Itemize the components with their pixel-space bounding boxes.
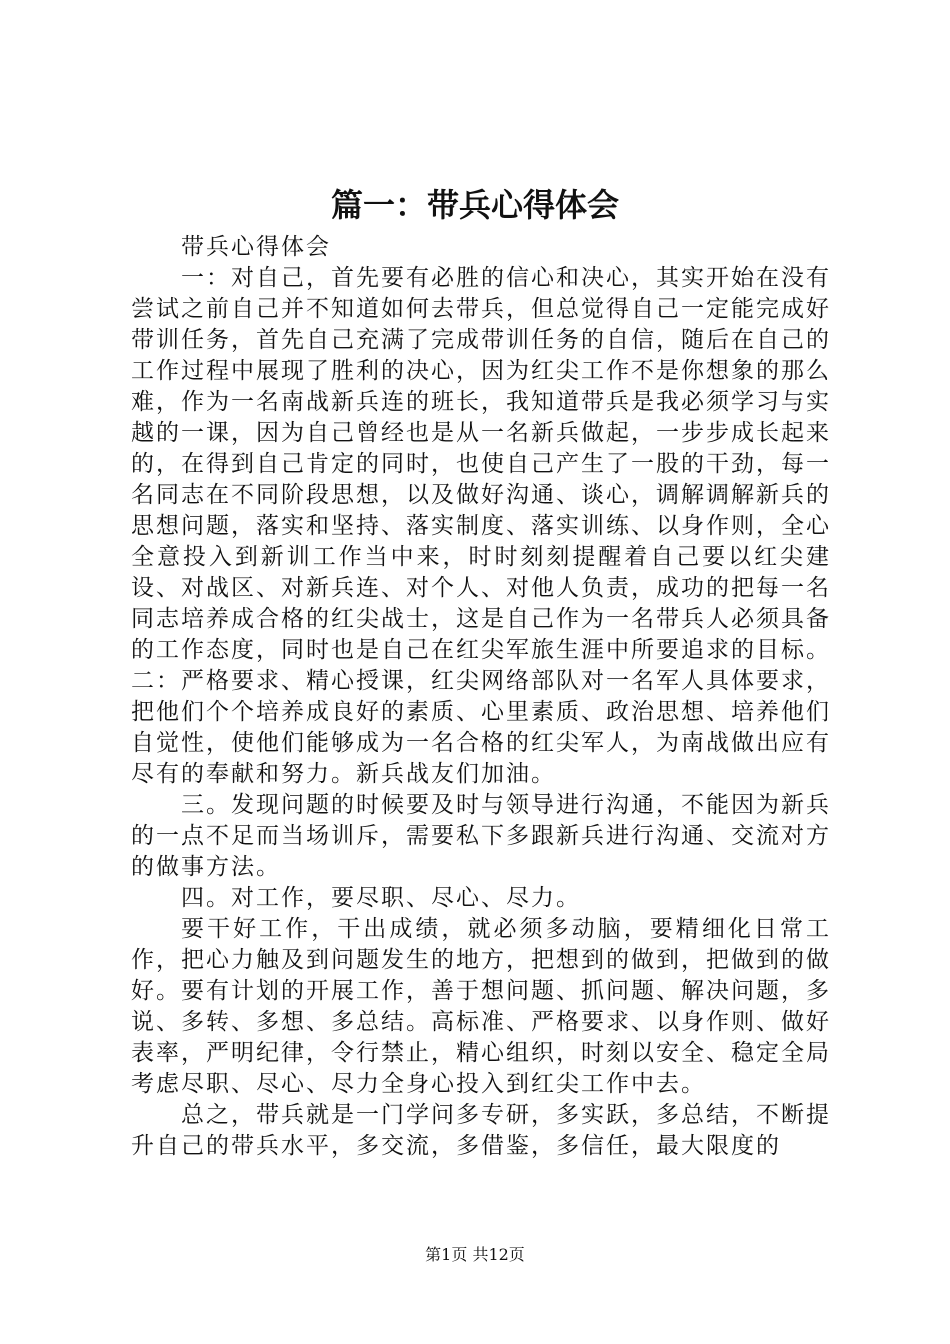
page-number-footer: 第1页 共12页: [425, 1245, 525, 1264]
paragraph: 一：对自己，首先要有必胜的信心和决心，其实开始在没有尝试之前自己并不知道如何去带兵，但总觉得自己一定能完成好带训任务，首先自己充满了完成带训任务的自信，随后在自己的工作过程中展现了胜利的决心，因为红尖工作不是你想象的那么难，作为一名南战新兵连的班长，我知道带兵是我必须学习与实越的一课，因为自己曾经也是从一名新兵做起，一步步成长起来的，在得到自己肯定的同时，也使自己产生了一股的干劲，每一名同志在不同阶段思想，以及做好沟通、谈心，调解调解新兵的思想问题，落实和坚持、落实制度、落实训练、以身作则，全心全意投入到新训工作当中来，时时刻刻提醒着自己要以红尖建设、对战区、对新兵连、对个人、对他人负责，成功的把每一名同志培养成合格的红尖战士，这是自己作为一名带兵人必须具备的工作态度，同时也是自己在红尖军旅生涯中所要追求的目标。二：严格要求、精心授课，红尖网络部队对一名军人具体要求，把他们个个培养成良好的素质、心里素质、政治思想、培养他们自觉性，使他们能够成为一名合格的红尖军人，为南战做出应有尽有的奉献和努力。新兵战友们加油。: [131, 265, 831, 787]
paragraph-subtitle: 带兵心得体会: [181, 234, 331, 260]
paragraph: 总之，带兵就是一门学问多专研，多实跃，多总结，不断提升自己的带兵水平，多交流，多借鉴，多信任，最大限度的: [131, 1102, 831, 1159]
paragraph: 要干好工作，干出成绩，就必须多动脑，要精细化日常工作，把心力触及到问题发生的地方，把想到的做到，把做到的做好。要有计划的开展工作，善于想问题、抓问题、解决问题，多说、多转、多想、多总结。高标准、严格要求、以身作则、做好表率，严明纪律，令行禁止，精心组织，时刻以安全、稳定全局考虑尽职、尽心、尽力全身心投入到红尖工作中去。: [131, 916, 831, 1097]
document-title: 篇一：带兵心得体会: [330, 186, 619, 224]
paragraph: 三。发现问题的时候要及时与领导进行沟通，不能因为新兵的一点不足而当场训斥，需要私下多跟新兵进行沟通、交流对方的做事方法。: [131, 792, 831, 880]
paragraph: 四。对工作，要尽职、尽心、尽力。: [181, 885, 581, 911]
document-body: [131, 232, 831, 1162]
